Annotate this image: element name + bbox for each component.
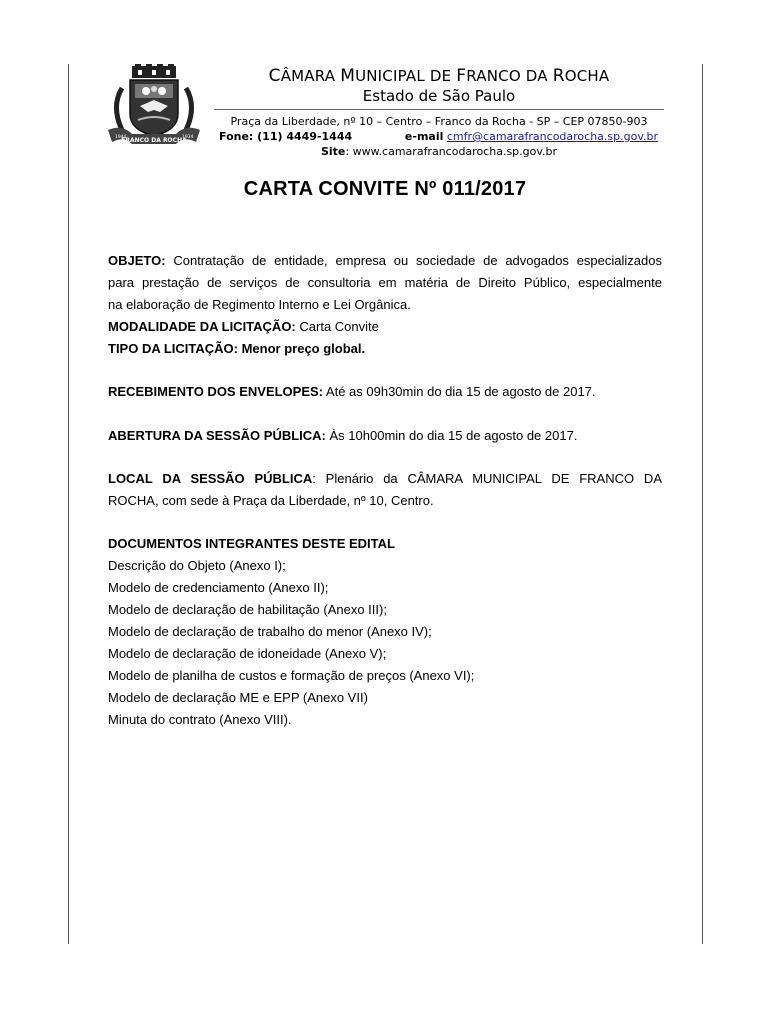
- site-line: Site: www.camarafrancodarocha.sp.gov.br: [320, 145, 558, 158]
- crest-year-left: 1944: [115, 135, 127, 140]
- organization-state: Estado de São Paulo: [362, 87, 516, 105]
- recebimento-section: RECEBIMENTO DOS ENVELOPES: Até as 09h30min do dia 15 de agosto de 2017.: [108, 384, 596, 399]
- organization-name: CÂMARA MUNICIPAL DE FRANCO DA ROCHA: [268, 66, 610, 86]
- phone: Fone: (11) 4449-1444: [219, 130, 353, 143]
- email-line: e-mail cmfr@camarafrancodarocha.sp.gov.br: [404, 130, 658, 143]
- list-item: Modelo de planilha de custos e formação de preços (Anexo VI);: [108, 668, 475, 683]
- site-url: www.camarafrancodarocha.sp.gov.br: [352, 145, 558, 158]
- document-title: CARTA CONVITE Nº 011/2017: [243, 178, 527, 200]
- list-item: Modelo de declaração de trabalho do menor (Anexo IV);: [108, 624, 432, 639]
- crest-scroll-text: FRANCO DA ROCHA: [121, 137, 187, 144]
- crest-year-right: 1934: [182, 135, 194, 140]
- local-section: LOCAL DA SESSÃO PÚBLICA: Plenário da CÂMARA MUNICIPAL DE FRANCO DA ROCHA, com sede à Praça da Liberdade, nº 10, Centro.: [108, 471, 662, 508]
- contact-block: [214, 114, 664, 159]
- right-margin-rule: [702, 64, 703, 944]
- documentos-section: [108, 533, 662, 731]
- coat-of-arms-icon: [102, 64, 206, 148]
- header-divider: [214, 109, 664, 110]
- list-item: Descrição do Objeto (Anexo I);: [108, 558, 286, 573]
- abertura-section: ABERTURA DA SESSÃO PÚBLICA: Às 10h00min do dia 15 de agosto de 2017.: [108, 428, 578, 443]
- letterhead: [214, 66, 664, 106]
- list-item: Modelo de declaração de habilitação (Anexo III);: [108, 602, 387, 617]
- list-item: Modelo de declaração ME e EPP (Anexo VII): [108, 690, 368, 705]
- email-link[interactable]: cmfr@camarafrancodarocha.sp.gov.br: [446, 130, 658, 143]
- objeto-label: OBJETO:: [108, 253, 166, 268]
- tipo-line: TIPO DA LICITAÇÃO: Menor preço global.: [108, 341, 366, 356]
- modalidade-line: MODALIDADE DA LICITAÇÃO: Carta Convite: [108, 319, 379, 334]
- objeto-section: OBJETO: Contratação de entidade, empresa ou sociedade de advogados especializados para prestação de serviços de consultoria em matéria de Direito Público, especialmente na elaboração de Regimento Interno e Lei Orgânica. MODALIDADE DA LICITAÇÃO: Carta Convite TIPO DA LICITAÇÃO: Menor preço global.: [108, 250, 662, 360]
- address: Praça da Liberdade, nº 10 – Centro – Franco da Rocha - SP – CEP 07850-903: [230, 115, 648, 128]
- list-item: Minuta do contrato (Anexo VIII).: [108, 712, 292, 727]
- documentos-heading: DOCUMENTOS INTEGRANTES DESTE EDITAL: [108, 536, 395, 551]
- list-item: Modelo de declaração de idoneidade (Anexo V);: [108, 646, 387, 661]
- list-item: Modelo de credenciamento (Anexo II);: [108, 580, 329, 595]
